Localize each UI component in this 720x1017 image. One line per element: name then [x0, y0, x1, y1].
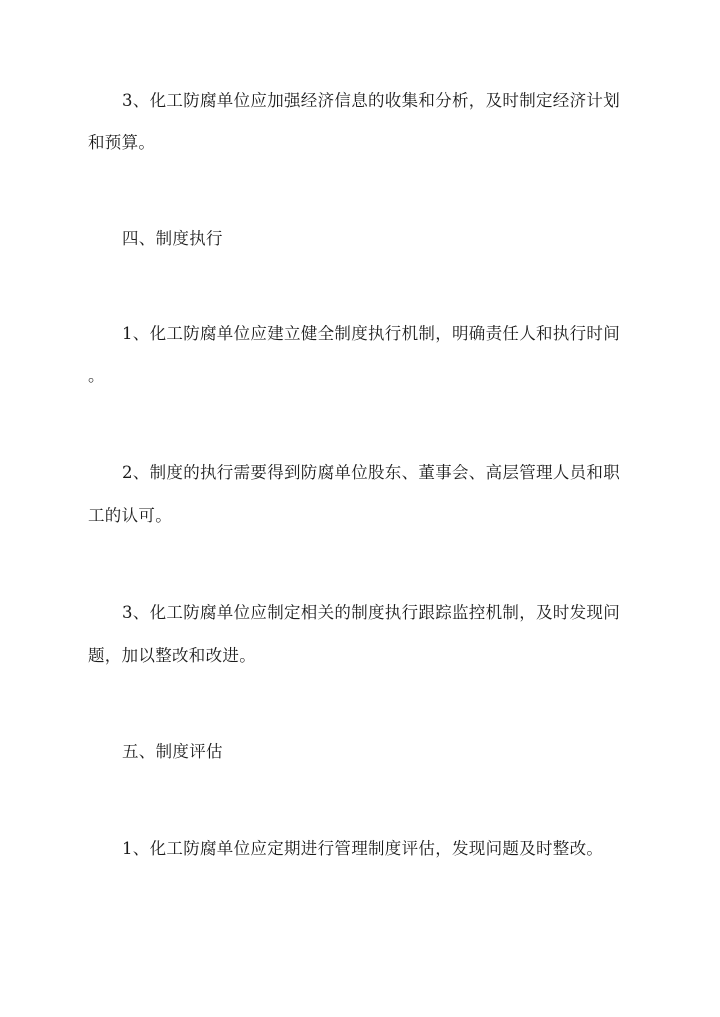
- paragraph-line: 2、制度的执行需要得到防腐单位股东、董事会、高层管理人员和职: [122, 463, 620, 482]
- section-heading: 五、制度评估: [122, 742, 223, 761]
- paragraph-line: 1、化工防腐单位应定期进行管理制度评估，发现问题及时整改。: [122, 839, 604, 858]
- paragraph-line: 3、化工防腐单位应加强经济信息的收集和分析，及时制定经济计划: [122, 91, 620, 110]
- paragraph-line: 3、化工防腐单位应制定相关的制度执行跟踪监控机制，及时发现问: [122, 603, 620, 622]
- paragraph-line: 。: [88, 366, 105, 385]
- paragraph-line: 工的认可。: [88, 506, 172, 525]
- section-heading: 四、制度执行: [122, 229, 223, 248]
- paragraph-line: 题，加以整改和改进。: [88, 646, 256, 665]
- paragraph-line: 和预算。: [88, 133, 156, 152]
- paragraph-line: 1、化工防腐单位应建立健全制度执行机制，明确责任人和执行时间: [122, 324, 620, 343]
